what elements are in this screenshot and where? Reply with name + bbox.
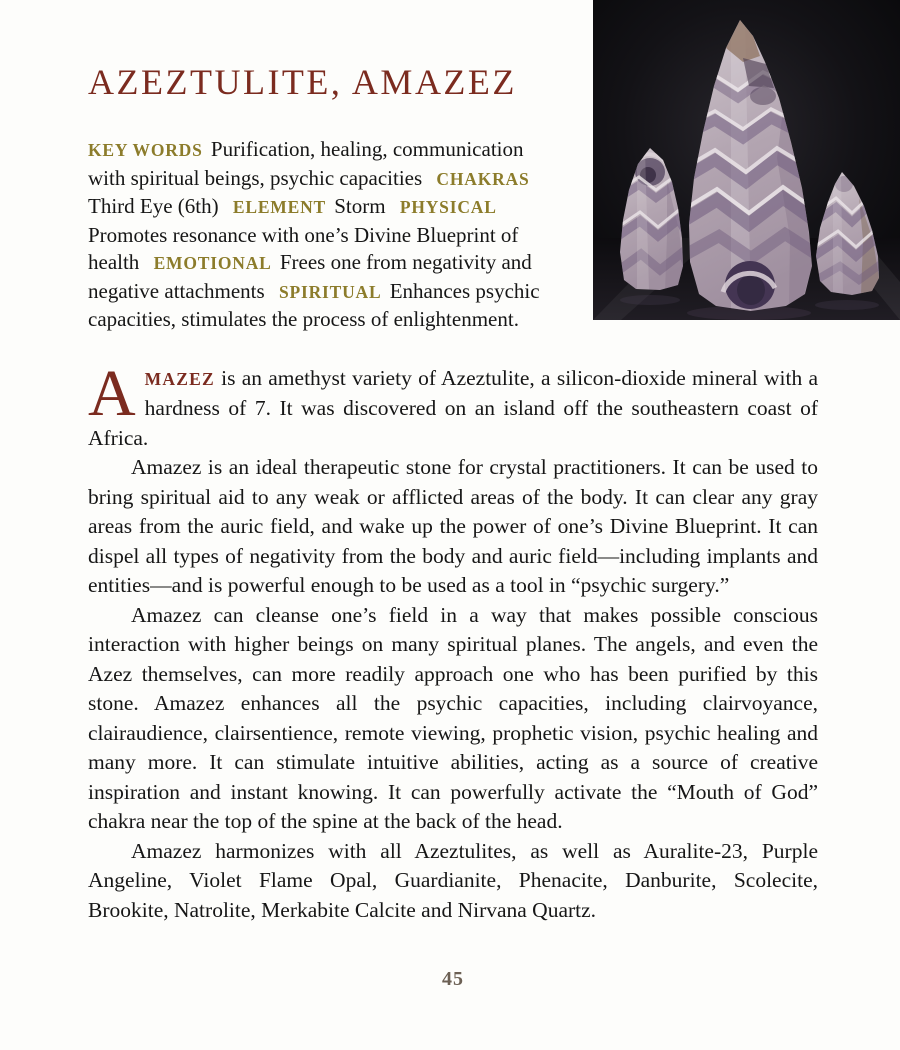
- physical-text: Promotes resonance with one’s Divine Blueprint of health: [88, 222, 519, 274]
- physical-label: PHYSICAL: [399, 197, 497, 217]
- page-number: 45: [442, 968, 464, 990]
- lead-smallcaps: MAZEZ: [144, 368, 215, 389]
- element-text: Storm: [334, 194, 386, 218]
- paragraph-3: Amazez can cleanse one’s field in a way that makes possible conscious interaction with higher beings on many spiritual planes. The angels, and even the Azez themselves, can more readily approach one who has been purified by this stone. Amazez enhances all the psychic capacities, including clairvoyance, clairaudience, clairsentience, remote viewing, prophetic vision, psychic healing and many more. It can stimulate intuitive abilities, acting as a source of creative inspiration and instant knowing. It can powerfully activate the “Mouth of God” chakra near the top of the spine at the back of the head.: [88, 602, 818, 833]
- property-element: [224, 194, 391, 218]
- emotional-label: EMOTIONAL: [153, 253, 272, 273]
- paragraph-intro-text: is an amethyst variety of Azeztulite, a silicon-dioxide mineral with a hardness of 7. It was discovered on an island off the southeastern coast of Africa.: [88, 365, 818, 450]
- key-words-label: KEY WORDS: [88, 140, 203, 160]
- page-title: AZEZTULITE, AMAZEZ: [88, 62, 517, 102]
- article-body: [88, 356, 818, 926]
- element-label: ELEMENT: [232, 197, 326, 217]
- paragraph-intro: [88, 356, 818, 454]
- key-words-text: Purification, healing, communication with spiritual beings, psychic capacities: [88, 137, 524, 190]
- drop-cap: A: [88, 356, 136, 430]
- chakras-text: Third Eye (6th): [88, 194, 219, 218]
- spiritual-text: Enhances psychic capacities, stimulates the process of enlightenment.: [88, 278, 540, 331]
- properties-block: [88, 136, 558, 334]
- paragraph-4: Amazez harmonizes with all Azeztulites, as well as Auralite-23, Purple Angeline, Violet Flame Opal, Guardianite, Phenacite, Danburite, Scolecite, Brookite, Natrolite, Merkabite Calcite and Nirvana Quartz.: [88, 838, 818, 922]
- emotional-text: Frees one from negativity and negative attachments: [88, 250, 532, 303]
- chakras-label: CHAKRAS: [436, 168, 530, 189]
- spiritual-label: SPIRITUAL: [278, 281, 382, 302]
- paragraph-2: Amazez is an ideal therapeutic stone for crystal practitioners. It can be used to bring spiritual aid to any weak or afflicted areas of the body. It can clear any gray areas from the auric field, and wake up the power of one’s Divine Blueprint. It can dispel all types of negativity from the body and auric field—including implants and entities—and is powerful enough to be used as a tool in “psychic surgery.”: [88, 455, 818, 597]
